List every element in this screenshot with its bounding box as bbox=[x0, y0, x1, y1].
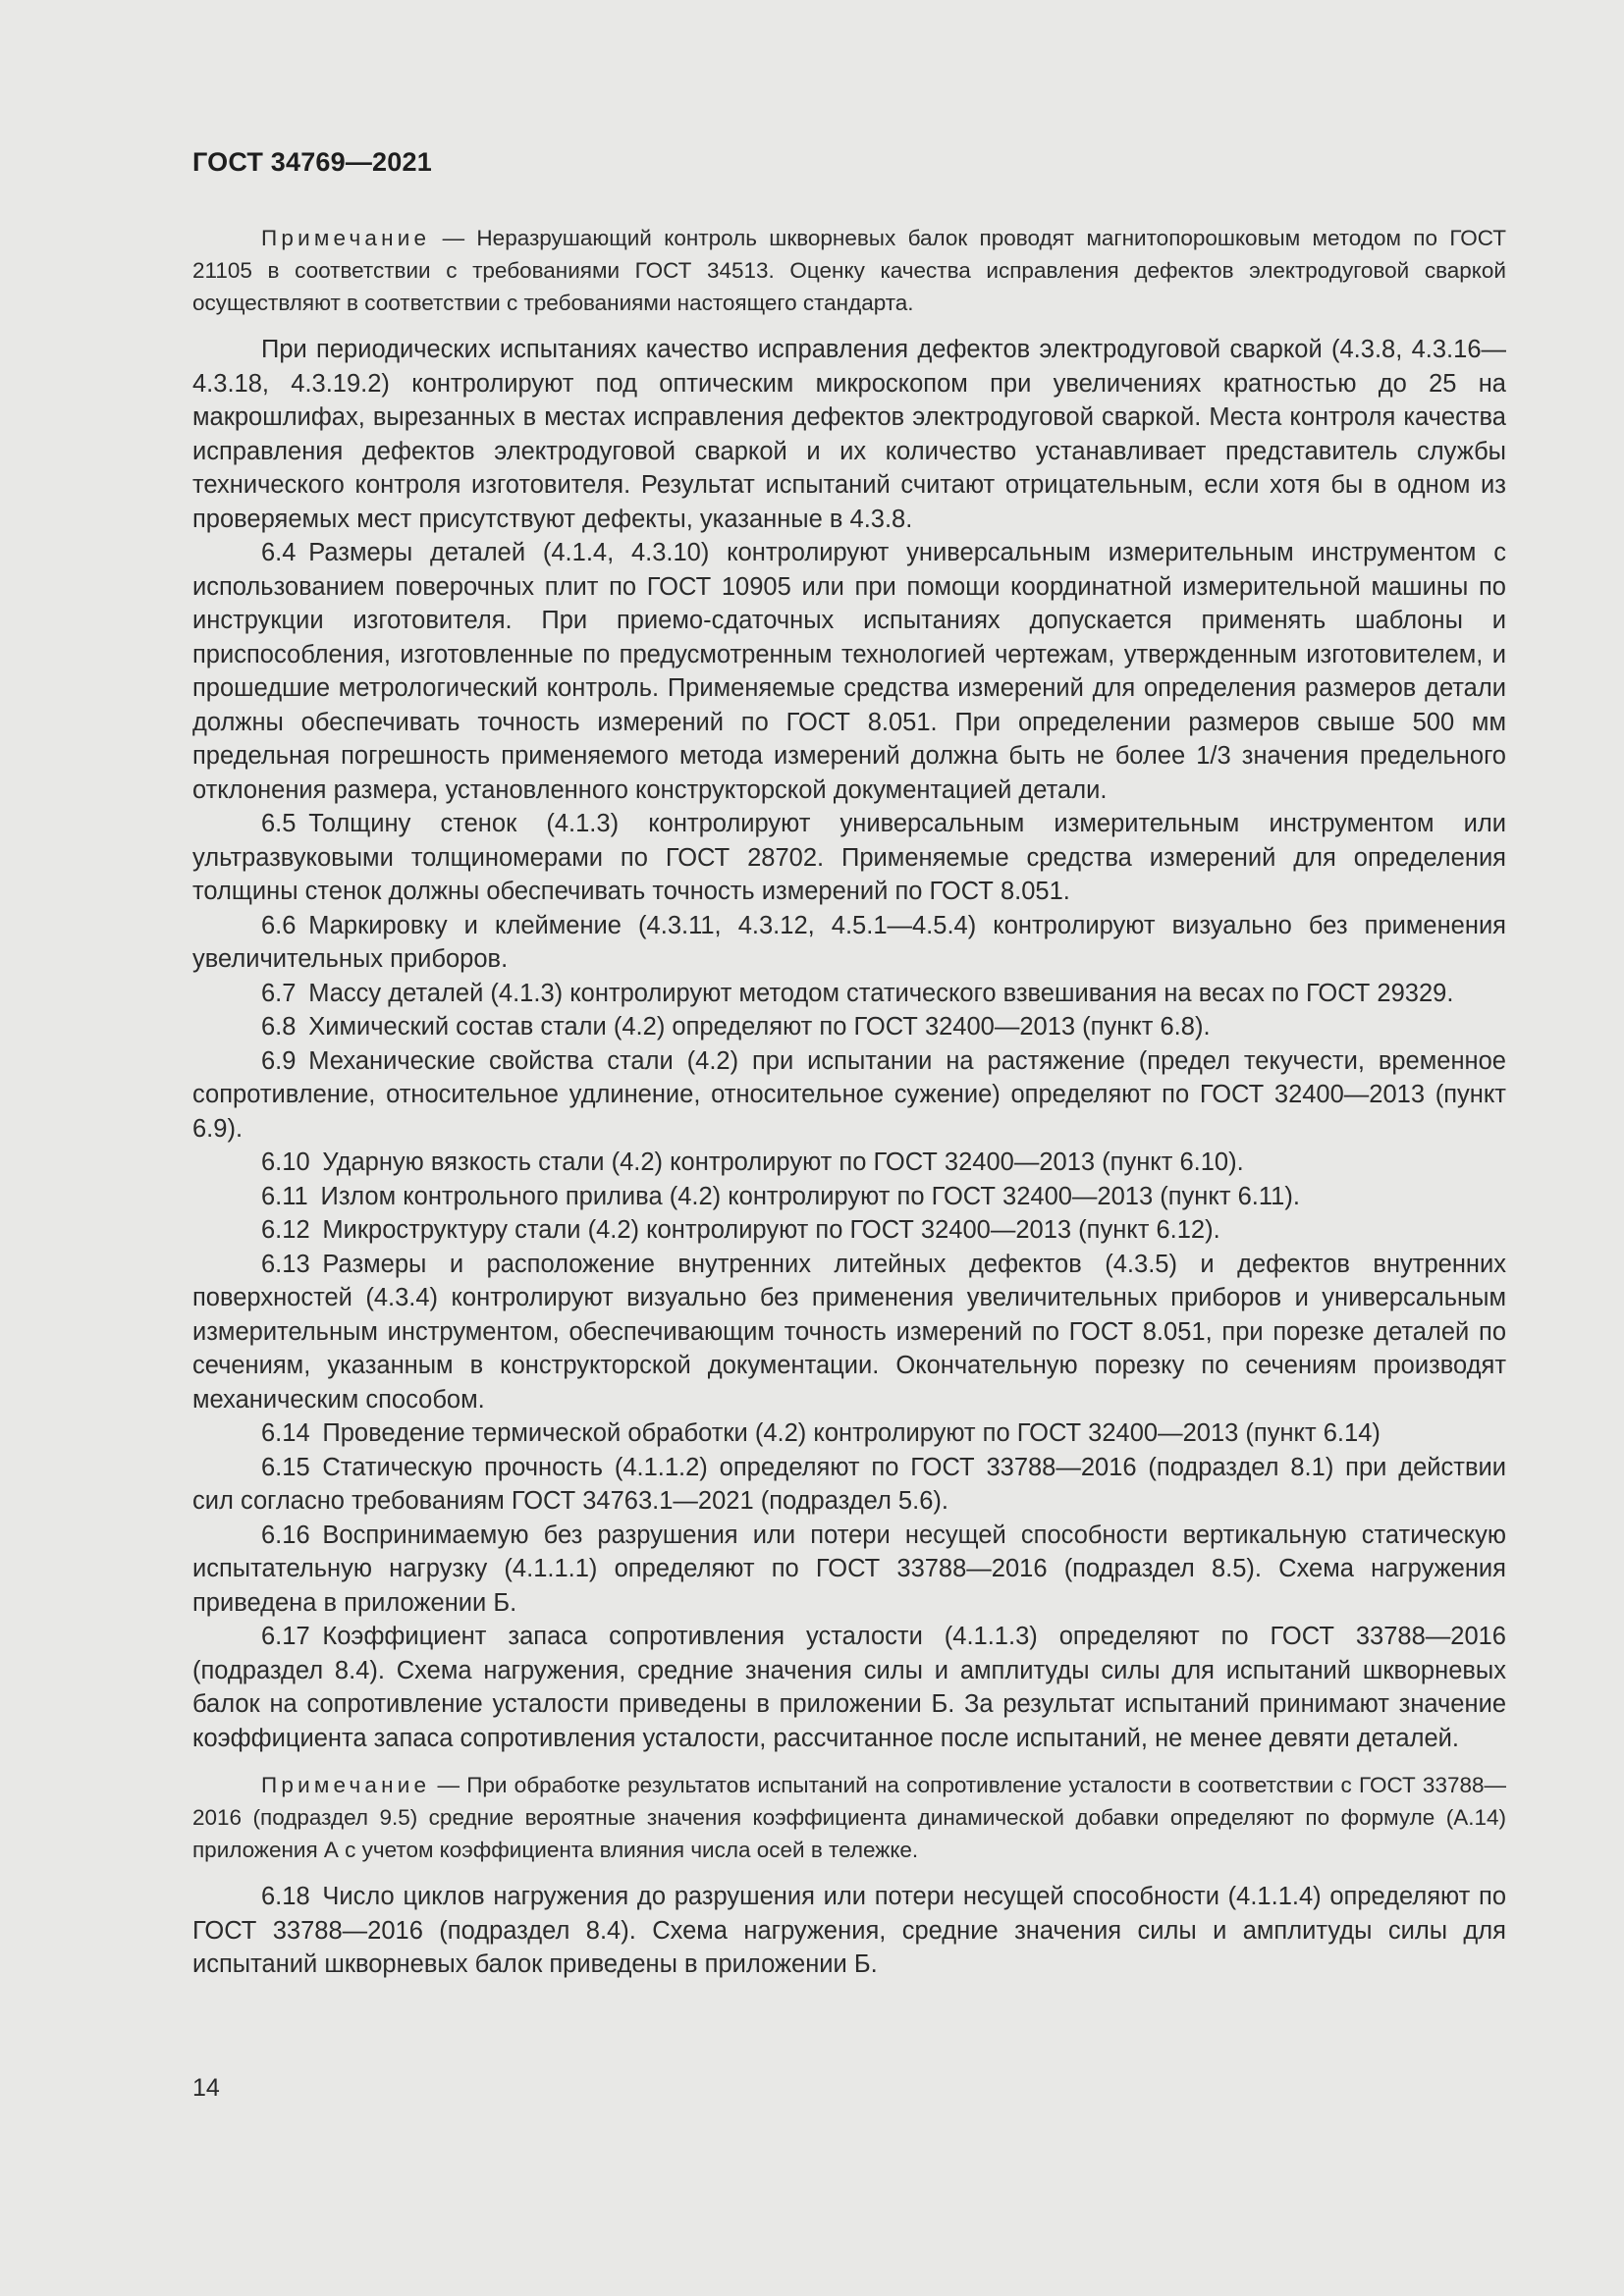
clause-number: 6.16 bbox=[261, 1521, 310, 1549]
clause-6-10 bbox=[192, 1146, 1506, 1180]
clause-text: Статическую прочность (4.1.1.2) определяют по ГОСТ 33788—2016 (подраздел 8.1) при действии сил согласно требованиям ГОСТ 34763.1—2021 (подраздел 5.6). bbox=[192, 1453, 1506, 1515]
clause-number: 6.10 bbox=[261, 1148, 310, 1176]
clause-number: 6.18 bbox=[261, 1883, 310, 1910]
document-body bbox=[192, 222, 1506, 1982]
clause-6-16 bbox=[192, 1519, 1506, 1621]
clause-text: Воспринимаемую без разрушения или потери несущей способности вертикальную статическую испытательную нагрузку (4.1.1.1) определяют по ГОСТ 33788—2016 (подраздел 8.5). Схема нагружения приведена в приложении Б. bbox=[192, 1521, 1506, 1617]
note-text: — При обработке результатов испытаний на сопротивление усталости в соответствии с ГОСТ 33788—2016 (подраздел 9.5) средние вероятные значения коэффициента динамической добавки определяют по формуле (А.14) приложения А с учетом коэффициента влияния числа осей в тележке. bbox=[192, 1773, 1506, 1862]
clause-number: 6.8 bbox=[261, 1013, 297, 1041]
clause-text: Размеры и расположение внутренних литейных дефектов (4.3.5) и дефектов внутренних поверхностей (4.3.4) контролируют визуально без применения увеличительных приборов и универсальным измерительным инструментом, обеспечивающим точность измерений по ГОСТ 8.051, при порезке деталей по сечениям, указанным в конструкторской документации. Окончательную порезку по сечениям производят механическим способом. bbox=[192, 1250, 1506, 1414]
clause-6-5 bbox=[192, 807, 1506, 909]
clause-6-17 bbox=[192, 1620, 1506, 1755]
clause-text: Коэффициент запаса сопротивления усталости (4.1.1.3) определяют по ГОСТ 33788—2016 (подраздел 8.4). Схема нагружения, средние значения силы и амплитуды силы для испытаний шкворневых балок на сопротивление усталости приведены в приложении Б. За результат испытаний принимают значение коэффициента запаса сопротивления усталости, рассчитанное после испытаний, не менее девяти деталей. bbox=[192, 1623, 1506, 1752]
clause-text: Толщину стенок (4.1.3) контролируют универсальным измерительным инструментом или ультразвуковыми толщиномерами по ГОСТ 28702. Применяемые средства измерений для определения толщины стенок должны обеспечивать точность измерений по ГОСТ 8.051. bbox=[192, 810, 1506, 905]
intro-paragraph: При периодических испытаниях качество исправления дефектов электродуговой сваркой (4.3.8, 4.3.16—4.3.18, 4.3.19.2) контролируют под оптическим микроскопом при увеличениях кратностью до 25 на макрошлифах, вырезанных в местах исправления дефектов электродуговой сваркой. Места контроля качества исправления дефектов электродуговой сваркой и их количество устанавливает представитель службы технического контроля изготовителя. Результат испытаний считают отрицательным, если хотя бы в одном из проверяемых мест присутствуют дефекты, указанные в 4.3.8. bbox=[192, 336, 1506, 533]
clause-6-9 bbox=[192, 1044, 1506, 1147]
clause-number: 6.14 bbox=[261, 1419, 310, 1447]
clause-number: 6.15 bbox=[261, 1453, 310, 1481]
note-1 bbox=[192, 222, 1506, 319]
note-label: Примечание bbox=[261, 1773, 431, 1797]
clause-number: 6.5 bbox=[261, 810, 297, 837]
clause-6-14 bbox=[192, 1416, 1506, 1451]
clause-text: Маркировку и клеймение (4.3.11, 4.3.12, 4.5.1—4.5.4) контролируют визуально без применения увеличительных приборов. bbox=[192, 911, 1506, 973]
clause-number: 6.9 bbox=[261, 1046, 297, 1075]
clause-6-7 bbox=[192, 977, 1506, 1011]
clause-6-15 bbox=[192, 1451, 1506, 1519]
note-2 bbox=[192, 1769, 1506, 1866]
clause-text: Излом контрольного прилива (4.2) контролируют по ГОСТ 32400—2013 (пункт 6.11). bbox=[320, 1182, 1300, 1210]
clause-6-8 bbox=[192, 1010, 1506, 1044]
clause-6-6 bbox=[192, 909, 1506, 977]
clause-text: Число циклов нагружения до разрушения или потери несущей способности (4.1.1.4) определяют по ГОСТ 33788—2016 (подраздел 8.4). Схема нагружения, средние значения силы и амплитуды силы для испытаний шкворневых балок приведены в приложении Б. bbox=[192, 1883, 1506, 1978]
clause-number: 6.17 bbox=[261, 1623, 310, 1650]
clause-text: Механические свойства стали (4.2) при испытании на растяжение (предел текучести, временное сопротивление, относительное удлинение, относительное сужение) определяют по ГОСТ 32400—2013 (пункт 6.9). bbox=[192, 1046, 1506, 1143]
clauses-list-a bbox=[192, 536, 1506, 1755]
clause-number: 6.7 bbox=[261, 979, 297, 1007]
note-text: — Неразрушающий контроль шкворневых балок проводят магнитопорошковым методом по ГОСТ 21105 в соответствии с требованиями ГОСТ 34513. Оценку качества исправления дефектов электродуговой сваркой осуществляют в соответствии с требованиями настоящего стандарта. bbox=[192, 226, 1506, 315]
clause-text: Микроструктуру стали (4.2) контролируют по ГОСТ 32400—2013 (пункт 6.12). bbox=[322, 1216, 1220, 1244]
clause-number: 6.6 bbox=[261, 911, 297, 939]
clause-6-18 bbox=[192, 1880, 1506, 1982]
clause-text: Размеры деталей (4.1.4, 4.3.10) контролируют универсальным измерительным инструментом с использованием поверочных плит по ГОСТ 10905 или при помощи координатной измерительной машины по инструкции изготовителя. При приемо-сдаточных испытаниях допускается применять шаблоны и приспособления, изготовленные по предусмотренным технологией чертежам, утвержденным изготовителем, и прошедшие метрологический контроль. Применяемые средства измерений для определения размеров детали должны обеспечивать точность измерений по ГОСТ 8.051. При определении размеров свыше 500 мм предельная погрешность применяемого метода измерений должна быть не более 1/3 значения предельного отклонения размера, установленного конструкторской документацией детали. bbox=[192, 539, 1506, 804]
document-header: ГОСТ 34769—2021 bbox=[192, 147, 432, 177]
note-label: Примечание bbox=[261, 226, 431, 250]
clause-number: 6.13 bbox=[261, 1250, 310, 1278]
clause-number: 6.12 bbox=[261, 1216, 310, 1244]
clause-number: 6.4 bbox=[261, 539, 297, 566]
page-number: 14 bbox=[192, 2074, 220, 2102]
clause-text: Массу деталей (4.1.3) контролируют методом статического взвешивания на весах по ГОСТ 29329. bbox=[308, 979, 1454, 1007]
clause-6-11 bbox=[192, 1180, 1506, 1214]
clause-text: Химический состав стали (4.2) определяют по ГОСТ 32400—2013 (пункт 6.8). bbox=[308, 1013, 1211, 1041]
clause-6-13 bbox=[192, 1248, 1506, 1417]
clause-text: Проведение термической обработки (4.2) контролируют по ГОСТ 32400—2013 (пункт 6.14) bbox=[322, 1419, 1380, 1447]
clause-number: 6.11 bbox=[261, 1182, 308, 1210]
clauses-list-b bbox=[192, 1880, 1506, 1982]
clause-text: Ударную вязкость стали (4.2) контролируют по ГОСТ 32400—2013 (пункт 6.10). bbox=[322, 1148, 1244, 1176]
clause-6-12 bbox=[192, 1213, 1506, 1248]
clause-6-4 bbox=[192, 536, 1506, 807]
